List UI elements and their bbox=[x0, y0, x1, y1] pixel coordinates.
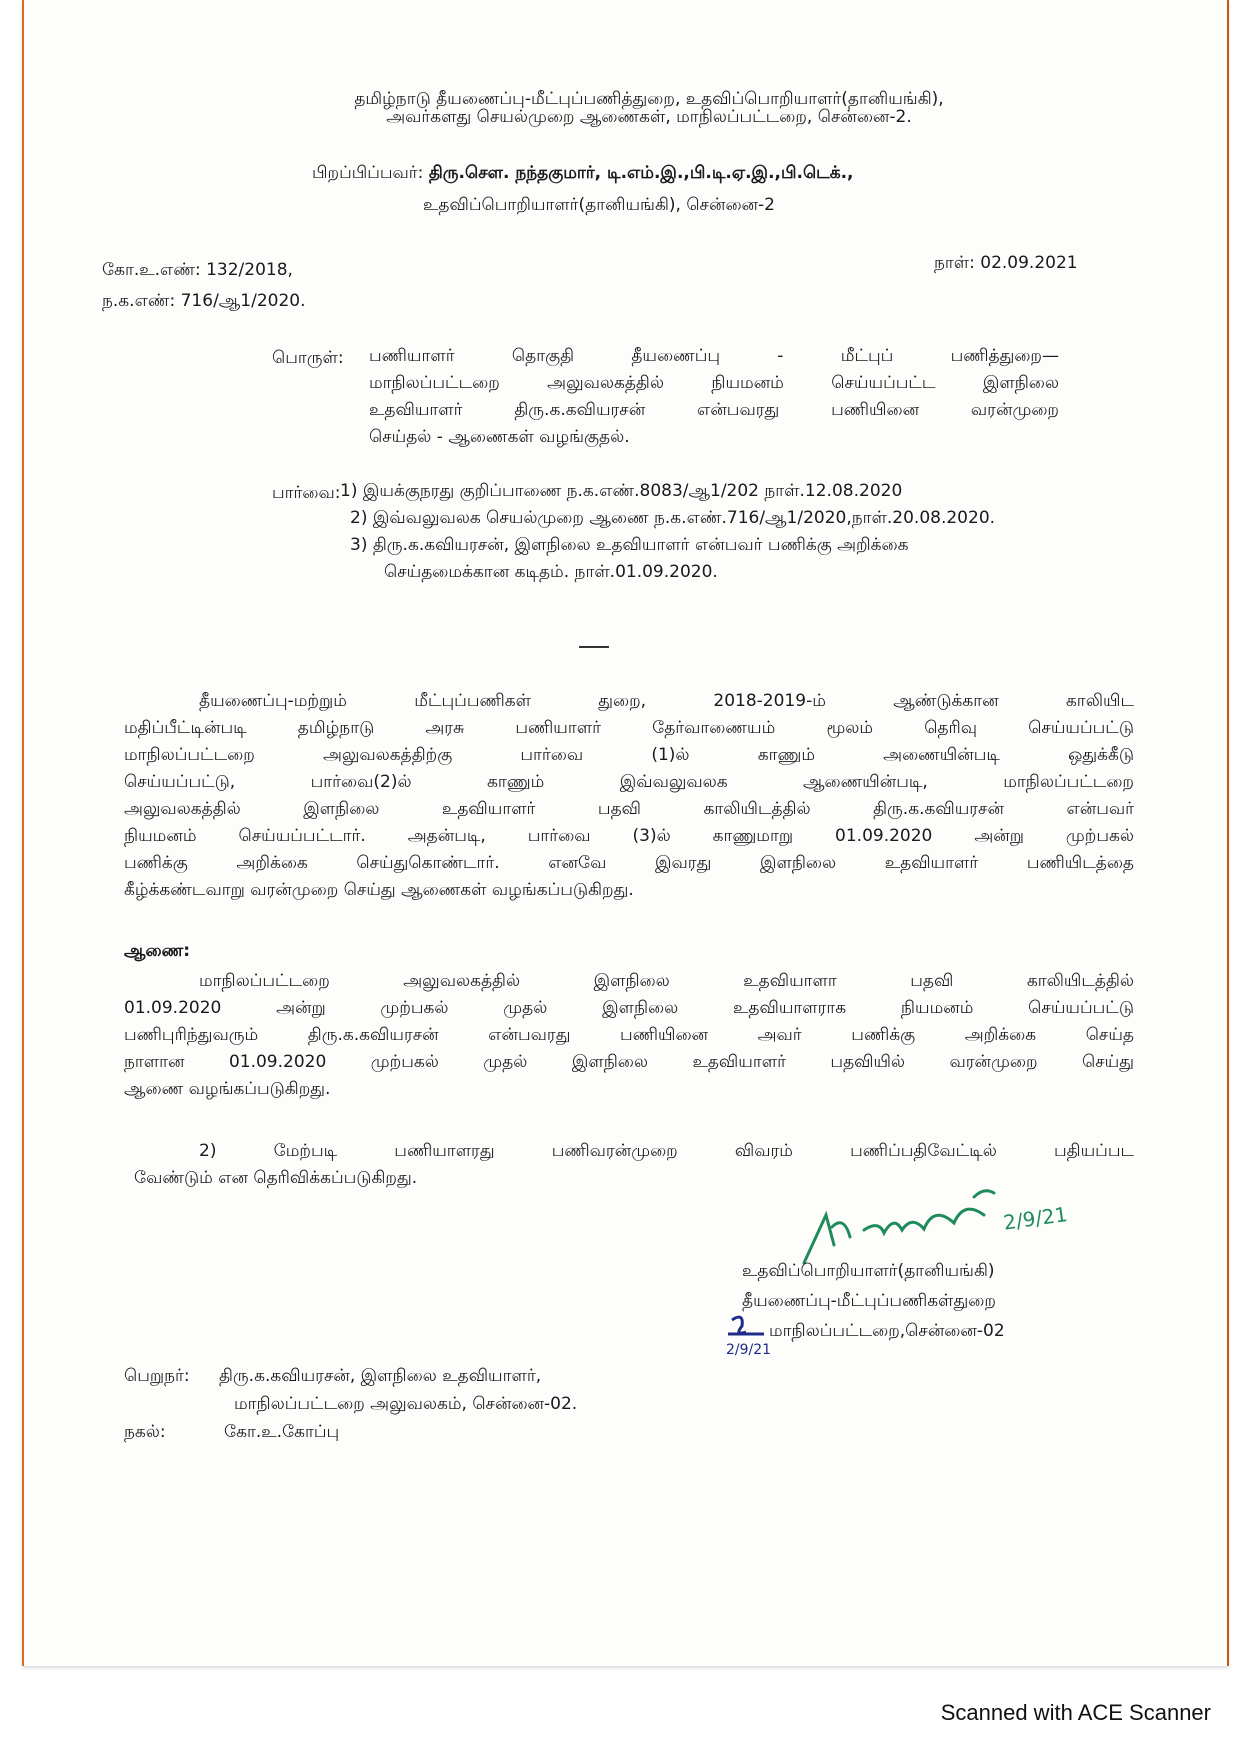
recipient-line1: திரு.க.கவியரசன், இளநிலை உதவியாளர், bbox=[219, 1366, 542, 1386]
subject-line: பணியாளர் தொகுதி தீயணைப்பு - மீட்புப் பணித்துறை— bbox=[369, 346, 1059, 366]
body-line: கீழ்க்கண்டவாறு வரன்முறை செய்து ஆணைகள் வழங்கப்படுகிறது. bbox=[124, 880, 634, 900]
signature-date: 2/9/21 bbox=[1001, 1201, 1069, 1235]
body-line: 2) மேற்படி பணியாளரது பணிவரன்முறை விவரம் பணிப்பதிவேட்டில் பதியப்பட bbox=[199, 1141, 1134, 1161]
ko-u-number: கோ.உ.எண்: 132/2018, bbox=[102, 260, 293, 280]
body-line: மாநிலப்பட்டறை அலுவலகத்தில் இளநிலை உதவியாளா பதவி காலியிடத்தில் bbox=[199, 971, 1134, 991]
body-line: வேண்டும் என தெரிவிக்கப்படுகிறது. bbox=[134, 1168, 418, 1188]
issuer bbox=[312, 162, 854, 184]
body-line: ஆணை வழங்கப்படுகிறது. bbox=[124, 1079, 331, 1099]
initial-mark bbox=[724, 1312, 784, 1362]
body-line: நாளான 01.09.2020 முற்பகல் முதல் இளநிலை உதவியாளர் பதவியில் வரன்முறை செய்து bbox=[124, 1052, 1134, 1072]
reference-item: 1) இயக்குநரது குறிப்பாணை ந.க.எண்.8083/ஆ1/202 நாள்.12.08.2020 bbox=[340, 481, 903, 501]
body-line: அலுவலகத்தில் இளநிலை உதவியாளர் பதவி காலியிடத்தில் திரு.க.கவியரசன் என்பவர் bbox=[124, 799, 1134, 819]
body-line: தீயணைப்பு-மற்றும் மீட்புப்பணிகள் துறை, 2018-2019-ம் ஆண்டுக்கான காலியிட bbox=[199, 691, 1134, 711]
document-page bbox=[22, 0, 1229, 1666]
subject-label: பொருள்: bbox=[272, 348, 344, 368]
separator bbox=[579, 646, 609, 648]
references-label: பார்வை: bbox=[272, 483, 341, 503]
initial-date: 2/9/21 bbox=[726, 1342, 772, 1358]
copy-value: கோ.உ.கோப்பு bbox=[224, 1422, 340, 1442]
signatory-department: தீயணைப்பு-மீட்புப்பணிகள்துறை bbox=[742, 1291, 996, 1311]
body-line: 01.09.2020 அன்று முற்பகல் முதல் இளநிலை உதவியாளராக நியமனம் செய்யப்பட்டு bbox=[124, 998, 1134, 1018]
body-line: செய்யப்பட்டு, பார்வை(2)ல் காணும் இவ்வலுவலக ஆணையின்படி, மாநிலப்பட்டறை bbox=[124, 772, 1134, 792]
subject-line: உதவியாளர் திரு.க.கவியரசன் என்பவரது பணியினை வரன்முறை bbox=[369, 400, 1059, 420]
body-line: மாநிலப்பட்டறை அலுவலகத்திற்கு பார்வை (1)ல் காணும் அணையின்படி ஒதுக்கீடு bbox=[124, 745, 1134, 765]
issuer-label: பிறப்பிப்பவர்: bbox=[312, 163, 424, 183]
scanner-watermark: Scanned with ACE Scanner bbox=[940, 1700, 1211, 1725]
header-line2: அவர்களது செயல்முறை ஆணைகள், மாநிலப்பட்டறை, சென்னை-2. bbox=[386, 107, 912, 127]
reference-item: 2) இவ்வலுவலக செயல்முறை ஆணை ந.க.எண்.716/ஆ1/2020,நாள்.20.08.2020. bbox=[350, 508, 996, 528]
body-line: பணிபுரிந்துவரும் திரு.க.கவியரசன் என்பவரது பணியினை அவர் பணிக்கு அறிக்கை செய்த bbox=[124, 1025, 1134, 1045]
issuer-name: திரு.சௌ. நந்தகுமார், டி.எம்.இ.,பி.டி.ஏ.இ.,பி.டெக்., bbox=[428, 163, 854, 183]
copy-label: நகல்: bbox=[124, 1422, 166, 1442]
signatory-office: மாநிலப்பட்டறை,சென்னை-02 bbox=[769, 1321, 1005, 1341]
subject-line: செய்தல் - ஆணைகள் வழங்குதல். bbox=[369, 427, 630, 447]
header-line1: தமிழ்நாடு தீயணைப்பு-மீட்புப்பணித்துறை, உதவிப்பொறியாளர்(தானியங்கி), bbox=[354, 89, 944, 109]
signatory-designation: உதவிப்பொறியாளர்(தானியங்கி) bbox=[742, 1261, 995, 1281]
reference-item: 3) திரு.க.கவியரசன், இளநிலை உதவியாளர் என்பவர் பணிக்கு அறிக்கை bbox=[350, 535, 909, 555]
body-line: மதிப்பீட்டின்படி தமிழ்நாடு அரசு பணியாளர் தேர்வாணையம் மூலம் தெரிவு செய்யப்பட்டு bbox=[124, 718, 1134, 738]
recipient-label: பெறுநர்: bbox=[124, 1366, 190, 1386]
na-ka-number: ந.க.எண்: 716/ஆ1/2020. bbox=[102, 291, 306, 311]
reference-item: செய்தமைக்கான கடிதம். நாள்.01.09.2020. bbox=[384, 562, 718, 582]
document-date: நாள்: 02.09.2021 bbox=[934, 253, 1078, 273]
body-line: பணிக்கு அறிக்கை செய்துகொண்டார். எனவே இவரது இளநிலை உதவியாளர் பணியிடத்தை bbox=[124, 853, 1134, 873]
subject-line: மாநிலப்பட்டறை அலுவலகத்தில் நியமனம் செய்யப்பட்ட இளநிலை bbox=[369, 373, 1059, 393]
order-label: ஆணை: bbox=[124, 941, 191, 961]
body-line: நியமனம் செய்யப்பட்டார். அதன்படி, பார்வை (3)ல் காணுமாறு 01.09.2020 அன்று முற்பகல் bbox=[124, 826, 1134, 846]
recipient-line2: மாநிலப்பட்டறை அலுவலகம், சென்னை-02. bbox=[234, 1394, 578, 1414]
issuer-designation: உதவிப்பொறியாளர்(தானியங்கி), சென்னை-2 bbox=[423, 195, 775, 215]
